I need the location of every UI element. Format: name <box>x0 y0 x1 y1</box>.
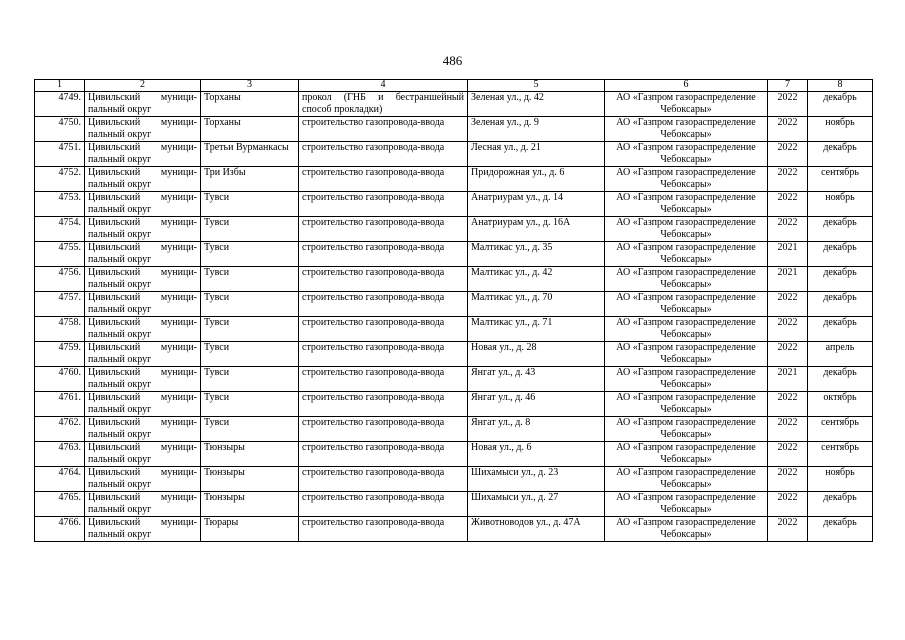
settlement-cell: Тувси <box>201 392 299 417</box>
year-cell: 2022 <box>768 392 808 417</box>
settlement-cell: Тюнзыры <box>201 467 299 492</box>
month-cell: ноябрь <box>808 467 873 492</box>
work-type-cell: строительство газопровода-ввода <box>299 442 468 467</box>
settlement-cell: Тувси <box>201 367 299 392</box>
settlement-cell: Тюнзыры <box>201 442 299 467</box>
table-row <box>35 217 873 242</box>
month-cell: декабрь <box>808 92 873 117</box>
address-cell: Зеленая ул., д. 42 <box>468 92 605 117</box>
gas-pipeline-schedule-table <box>34 79 873 542</box>
row-number: 4752. <box>35 167 85 192</box>
work-type-cell: строительство газопровода-ввода <box>299 317 468 342</box>
organization-cell: АО «Газпром газораспределение Чебоксары» <box>605 192 768 217</box>
year-cell: 2022 <box>768 117 808 142</box>
row-number: 4764. <box>35 467 85 492</box>
work-type-cell: строительство газопровода-ввода <box>299 217 468 242</box>
year-cell: 2021 <box>768 242 808 267</box>
settlement-cell: Торханы <box>201 117 299 142</box>
district-cell: Цивильский муници-пальный округ <box>85 417 201 442</box>
month-cell: декабрь <box>808 142 873 167</box>
table-row <box>35 242 873 267</box>
row-number: 4766. <box>35 517 85 542</box>
year-cell: 2022 <box>768 142 808 167</box>
row-number: 4753. <box>35 192 85 217</box>
address-cell: Анатриурам ул., д. 14 <box>468 192 605 217</box>
row-number: 4762. <box>35 417 85 442</box>
table-row <box>35 417 873 442</box>
row-number: 4754. <box>35 217 85 242</box>
row-number: 4760. <box>35 367 85 392</box>
table-row <box>35 292 873 317</box>
organization-cell: АО «Газпром газораспределение Чебоксары» <box>605 117 768 142</box>
work-type-cell: строительство газопровода-ввода <box>299 142 468 167</box>
table-row <box>35 267 873 292</box>
row-number: 4759. <box>35 342 85 367</box>
month-cell: сентябрь <box>808 417 873 442</box>
organization-cell: АО «Газпром газораспределение Чебоксары» <box>605 92 768 117</box>
organization-cell: АО «Газпром газораспределение Чебоксары» <box>605 417 768 442</box>
settlement-cell: Тувси <box>201 217 299 242</box>
row-number: 4758. <box>35 317 85 342</box>
address-cell: Новая ул., д. 6 <box>468 442 605 467</box>
address-cell: Малтикас ул., д. 71 <box>468 317 605 342</box>
settlement-cell: Тувси <box>201 242 299 267</box>
settlement-cell: Третьи Вурманкасы <box>201 142 299 167</box>
month-cell: декабрь <box>808 317 873 342</box>
address-cell: Зеленая ул., д. 9 <box>468 117 605 142</box>
district-cell: Цивильский муници-пальный округ <box>85 217 201 242</box>
column-header: 7 <box>768 80 808 92</box>
year-cell: 2021 <box>768 267 808 292</box>
organization-cell: АО «Газпром газораспределение Чебоксары» <box>605 467 768 492</box>
settlement-cell: Тувси <box>201 317 299 342</box>
address-cell: Янгат ул., д. 43 <box>468 367 605 392</box>
address-cell: Шихамыси ул., д. 23 <box>468 467 605 492</box>
work-type-cell: строительство газопровода-ввода <box>299 267 468 292</box>
table-row <box>35 92 873 117</box>
work-type-cell: строительство газопровода-ввода <box>299 342 468 367</box>
month-cell: декабрь <box>808 217 873 242</box>
year-cell: 2022 <box>768 417 808 442</box>
organization-cell: АО «Газпром газораспределение Чебоксары» <box>605 167 768 192</box>
table-row <box>35 317 873 342</box>
row-number: 4756. <box>35 267 85 292</box>
district-cell: Цивильский муници-пальный округ <box>85 442 201 467</box>
settlement-cell: Тувси <box>201 342 299 367</box>
row-number: 4761. <box>35 392 85 417</box>
organization-cell: АО «Газпром газораспределение Чебоксары» <box>605 392 768 417</box>
organization-cell: АО «Газпром газораспределение Чебоксары» <box>605 342 768 367</box>
district-cell: Цивильский муници-пальный округ <box>85 467 201 492</box>
table-row <box>35 167 873 192</box>
address-cell: Малтикас ул., д. 35 <box>468 242 605 267</box>
work-type-cell: строительство газопровода-ввода <box>299 242 468 267</box>
year-cell: 2022 <box>768 467 808 492</box>
work-type-cell: строительство газопровода-ввода <box>299 192 468 217</box>
row-number: 4763. <box>35 442 85 467</box>
month-cell: октябрь <box>808 392 873 417</box>
work-type-cell: строительство газопровода-ввода <box>299 167 468 192</box>
table-row <box>35 442 873 467</box>
month-cell: декабрь <box>808 367 873 392</box>
organization-cell: АО «Газпром газораспределение Чебоксары» <box>605 317 768 342</box>
month-cell: сентябрь <box>808 167 873 192</box>
month-cell: декабрь <box>808 292 873 317</box>
month-cell: сентябрь <box>808 442 873 467</box>
year-cell: 2022 <box>768 317 808 342</box>
district-cell: Цивильский муници-пальный округ <box>85 92 201 117</box>
column-header: 3 <box>201 80 299 92</box>
address-cell: Новая ул., д. 28 <box>468 342 605 367</box>
work-type-cell: строительство газопровода-ввода <box>299 392 468 417</box>
settlement-cell: Тувси <box>201 192 299 217</box>
settlement-cell: Тувси <box>201 292 299 317</box>
district-cell: Цивильский муници-пальный округ <box>85 517 201 542</box>
month-cell: ноябрь <box>808 192 873 217</box>
district-cell: Цивильский муници-пальный округ <box>85 392 201 417</box>
address-cell: Янгат ул., д. 46 <box>468 392 605 417</box>
organization-cell: АО «Газпром газораспределение Чебоксары» <box>605 442 768 467</box>
month-cell: декабрь <box>808 517 873 542</box>
settlement-cell: Три Избы <box>201 167 299 192</box>
table-row <box>35 492 873 517</box>
settlement-cell: Тувси <box>201 417 299 442</box>
table-row <box>35 392 873 417</box>
work-type-cell: прокол (ГНБ и бестраншейный способ прокладки) <box>299 92 468 117</box>
month-cell: ноябрь <box>808 117 873 142</box>
address-cell: Животноводов ул., д. 47А <box>468 517 605 542</box>
work-type-cell: строительство газопровода-ввода <box>299 492 468 517</box>
organization-cell: АО «Газпром газораспределение Чебоксары» <box>605 492 768 517</box>
settlement-cell: Тюнзыры <box>201 492 299 517</box>
year-cell: 2022 <box>768 92 808 117</box>
work-type-cell: строительство газопровода-ввода <box>299 467 468 492</box>
district-cell: Цивильский муници-пальный округ <box>85 292 201 317</box>
row-number: 4757. <box>35 292 85 317</box>
year-cell: 2022 <box>768 217 808 242</box>
district-cell: Цивильский муници-пальный округ <box>85 267 201 292</box>
work-type-cell: строительство газопровода-ввода <box>299 292 468 317</box>
year-cell: 2022 <box>768 192 808 217</box>
table-row <box>35 342 873 367</box>
column-header: 6 <box>605 80 768 92</box>
table-row <box>35 192 873 217</box>
district-cell: Цивильский муници-пальный округ <box>85 192 201 217</box>
table-header-row <box>35 80 873 92</box>
year-cell: 2021 <box>768 367 808 392</box>
row-number: 4755. <box>35 242 85 267</box>
work-type-cell: строительство газопровода-ввода <box>299 417 468 442</box>
organization-cell: АО «Газпром газораспределение Чебоксары» <box>605 367 768 392</box>
row-number: 4751. <box>35 142 85 167</box>
month-cell: декабрь <box>808 242 873 267</box>
table-body <box>35 92 873 542</box>
page-number: 486 <box>442 53 463 68</box>
row-number: 4750. <box>35 117 85 142</box>
address-cell: Анатриурам ул., д. 16А <box>468 217 605 242</box>
address-cell: Малтикас ул., д. 42 <box>468 267 605 292</box>
month-cell: декабрь <box>808 267 873 292</box>
organization-cell: АО «Газпром газораспределение Чебоксары» <box>605 267 768 292</box>
row-number: 4765. <box>35 492 85 517</box>
month-cell: декабрь <box>808 492 873 517</box>
address-cell: Малтикас ул., д. 70 <box>468 292 605 317</box>
year-cell: 2022 <box>768 167 808 192</box>
settlement-cell: Тувси <box>201 267 299 292</box>
organization-cell: АО «Газпром газораспределение Чебоксары» <box>605 242 768 267</box>
organization-cell: АО «Газпром газораспределение Чебоксары» <box>605 517 768 542</box>
table-row <box>35 367 873 392</box>
district-cell: Цивильский муници-пальный округ <box>85 342 201 367</box>
address-cell: Янгат ул., д. 8 <box>468 417 605 442</box>
address-cell: Придорожная ул., д. 6 <box>468 167 605 192</box>
year-cell: 2022 <box>768 517 808 542</box>
district-cell: Цивильский муници-пальный округ <box>85 367 201 392</box>
settlement-cell: Торханы <box>201 92 299 117</box>
district-cell: Цивильский муници-пальный округ <box>85 242 201 267</box>
address-cell: Лесная ул., д. 21 <box>468 142 605 167</box>
year-cell: 2022 <box>768 492 808 517</box>
table-row <box>35 142 873 167</box>
organization-cell: АО «Газпром газораспределение Чебоксары» <box>605 217 768 242</box>
organization-cell: АО «Газпром газораспределение Чебоксары» <box>605 292 768 317</box>
table-row <box>35 117 873 142</box>
district-cell: Цивильский муници-пальный округ <box>85 317 201 342</box>
column-header: 1 <box>35 80 85 92</box>
table-row <box>35 517 873 542</box>
year-cell: 2022 <box>768 342 808 367</box>
district-cell: Цивильский муници-пальный округ <box>85 492 201 517</box>
work-type-cell: строительство газопровода-ввода <box>299 367 468 392</box>
district-cell: Цивильский муници-пальный округ <box>85 167 201 192</box>
table-row <box>35 467 873 492</box>
work-type-cell: строительство газопровода-ввода <box>299 117 468 142</box>
column-header: 2 <box>85 80 201 92</box>
district-cell: Цивильский муници-пальный округ <box>85 117 201 142</box>
organization-cell: АО «Газпром газораспределение Чебоксары» <box>605 142 768 167</box>
address-cell: Шихамыси ул., д. 27 <box>468 492 605 517</box>
year-cell: 2022 <box>768 292 808 317</box>
month-cell: апрель <box>808 342 873 367</box>
row-number: 4749. <box>35 92 85 117</box>
column-header: 5 <box>468 80 605 92</box>
district-cell: Цивильский муници-пальный округ <box>85 142 201 167</box>
settlement-cell: Тюрары <box>201 517 299 542</box>
column-header: 8 <box>808 80 873 92</box>
year-cell: 2022 <box>768 442 808 467</box>
work-type-cell: строительство газопровода-ввода <box>299 517 468 542</box>
column-header: 4 <box>299 80 468 92</box>
